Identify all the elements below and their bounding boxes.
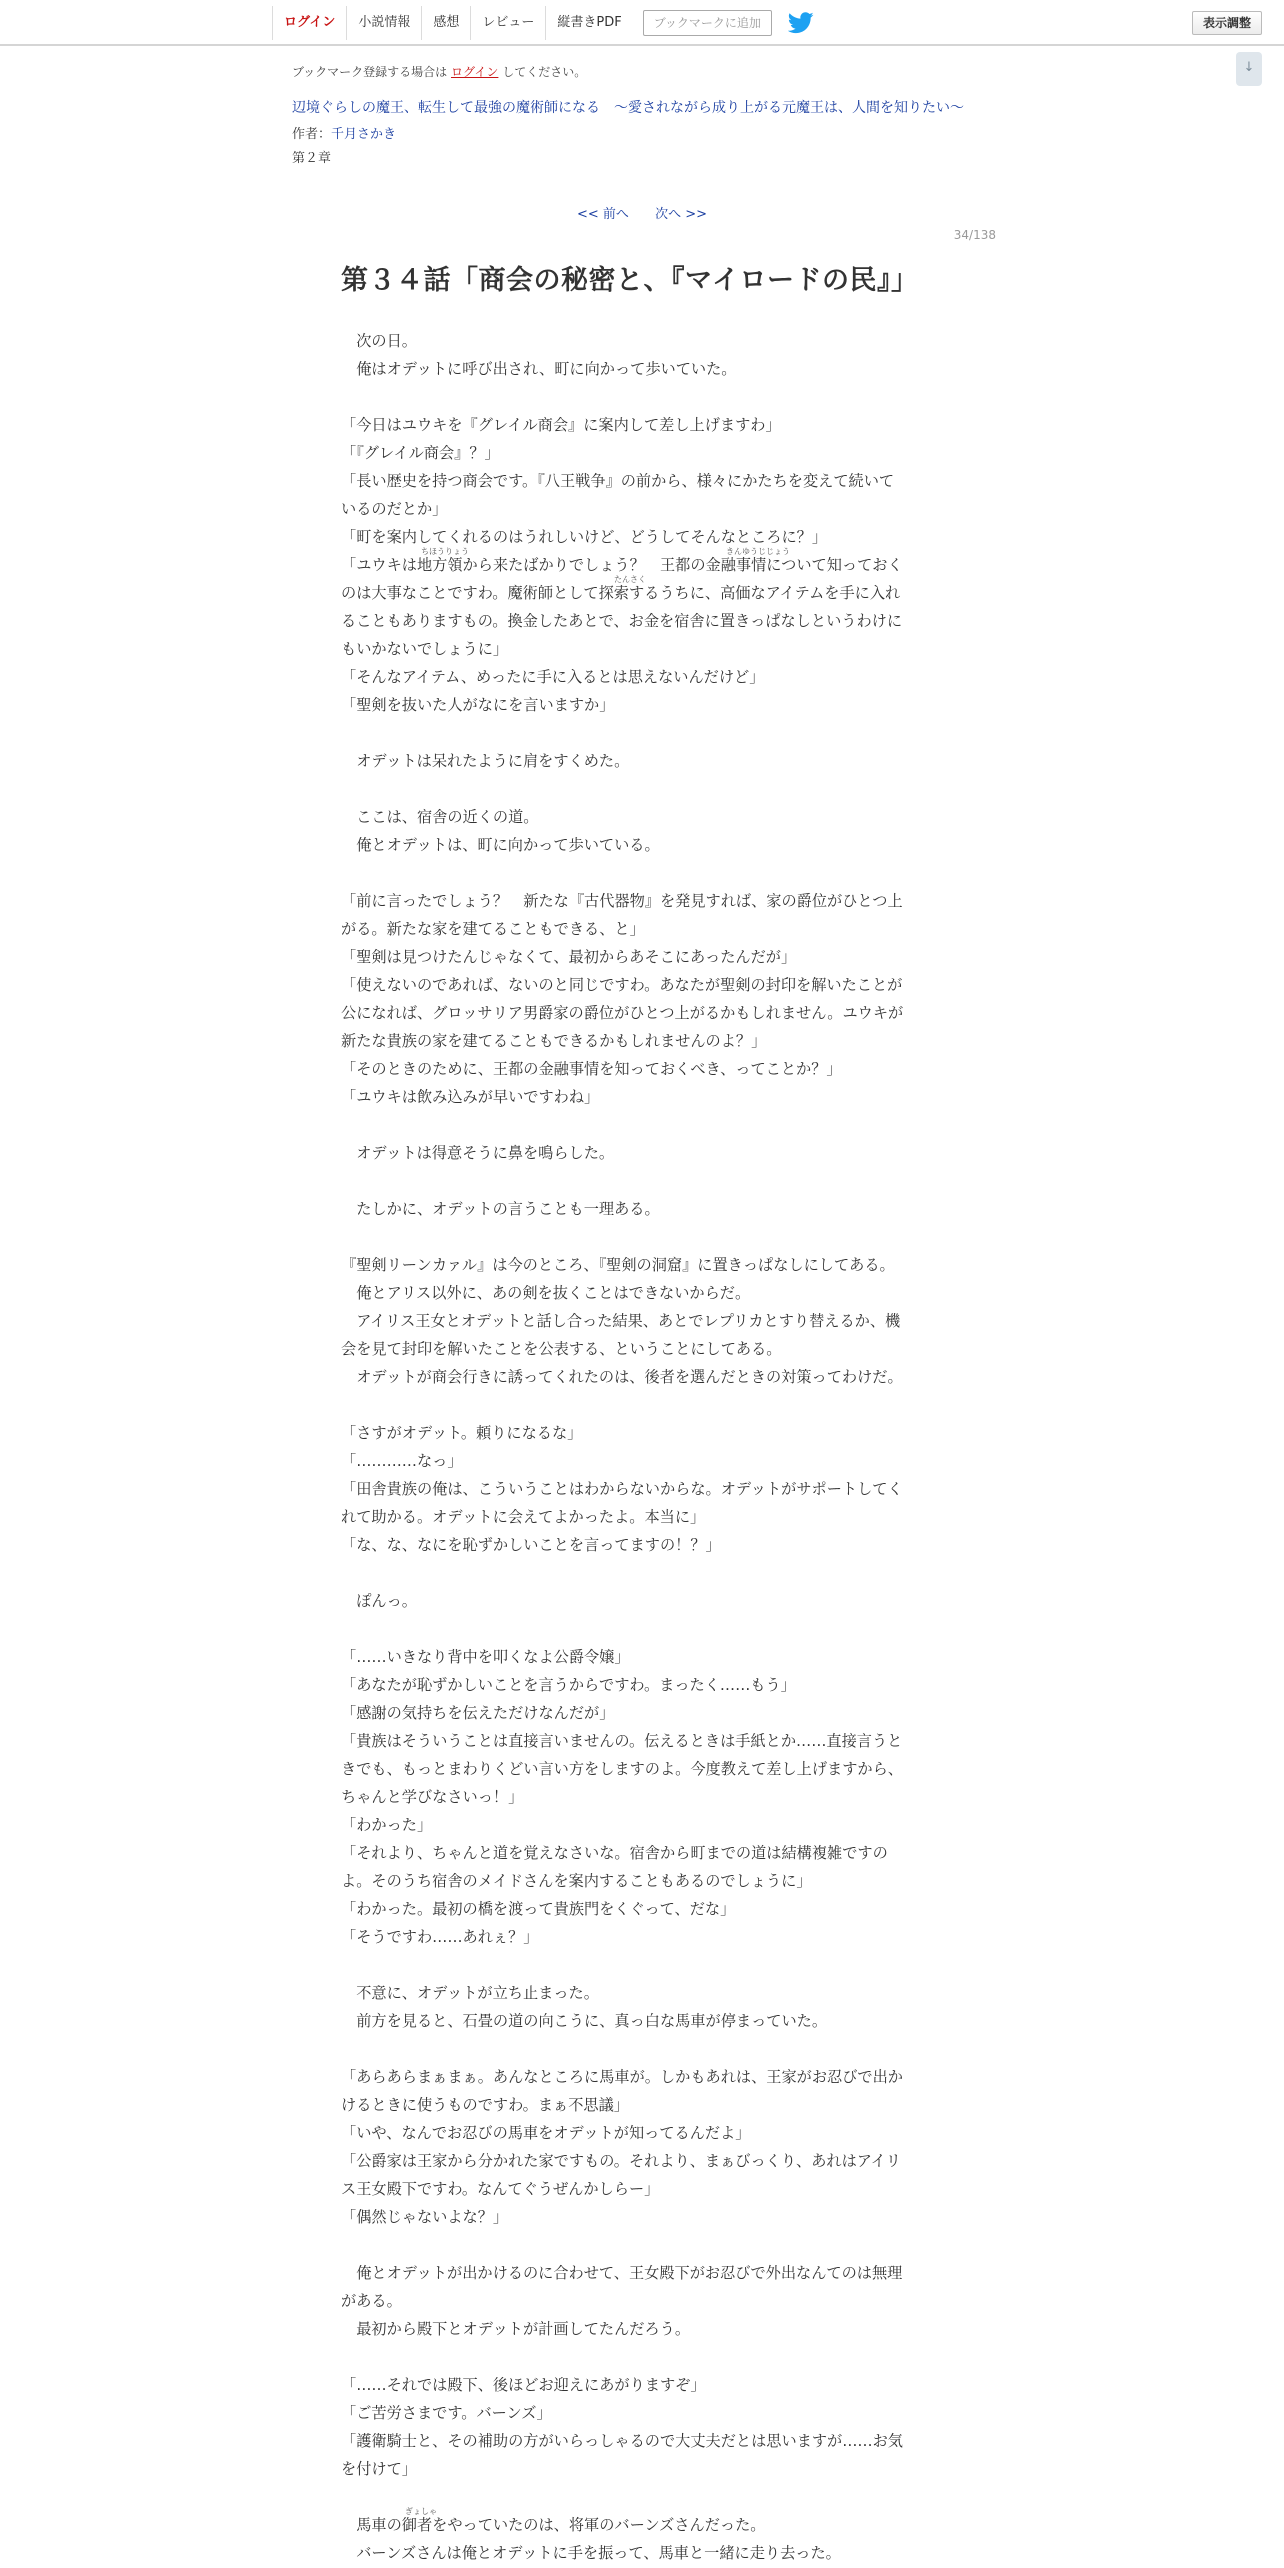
body-line: 次の日。 — [341, 332, 417, 350]
body-line: アイリス王女とオデットと話し合った結果、あとでレプリカとすり替えるか、機 — [341, 1312, 901, 1330]
body-line: 「護衛騎士と、その補助の方がいらっしゃるので大丈夫だとは思いますが……お気 — [341, 2432, 903, 2450]
body-line: ここは、宿舎の近くの道。 — [341, 808, 539, 826]
novel-title-link[interactable]: 辺境ぐらしの魔王、転生して最強の魔術師になる 〜愛されながら成り上がる元魔王は、人間を知りたい〜 — [292, 100, 964, 116]
body-line: 「ユウキは飲み込みが早いですわね」 — [341, 1088, 600, 1106]
body-line: ることもありますもの。換金したあとで、お金を宿舎に置きっぱなしというわけに — [341, 612, 903, 630]
body-line: 「ユウキは地方領から来たばかりでしょう？ 王都の金融事情について知っておく ちほうりょう きんゆうじじょう — [341, 547, 903, 574]
body-line: 「感謝の気持ちを伝えただけなんだが」 — [341, 1704, 615, 1722]
body-line: 俺はオデットに呼び出され、町に向かって歩いていた。 — [341, 360, 737, 378]
body-line: 「わかった」 — [341, 1816, 433, 1834]
body-line: オデットは得意そうに鼻を鳴らした。 — [341, 1144, 615, 1162]
body-line — [341, 2343, 943, 2371]
body-line: 最初から殿下とオデットが計画してたんだろう。 — [341, 2320, 691, 2338]
nav-login[interactable]: ログイン — [272, 6, 346, 40]
body-line: 「……それでは殿下、後ほどお迎えにあがりますぞ」 — [341, 2376, 706, 2394]
body-line — [341, 1223, 943, 1251]
ruby-annotation: ちほうりょう — [421, 547, 469, 556]
body-line: 「聖剣を抜いた人がなにを言いますか」 — [341, 696, 615, 714]
body-line: がる。新たな家を建てることもできる、と」 — [341, 920, 645, 938]
body-line: 俺とアリス以外に、あの剣を抜くことはできないからだ。 — [341, 1284, 751, 1302]
body-line: 新たな貴族の家を建てることもできるかもしれませんのよ？」 — [341, 1032, 767, 1050]
body-line: 「町を案内してくれるのはうれしいけど、どうしてそんなところに？」 — [341, 528, 827, 546]
body-line: 「あなたが恥ずかしいことを言うからですわ。まったく……もう」 — [341, 1676, 796, 1694]
prev-episode-link[interactable]: << 前へ — [577, 207, 629, 222]
body-line: 不意に、オデットが立ち止まった。 — [341, 1984, 599, 2002]
body-line: 会を見て封印を解いたことを公表する、ということにしてある。 — [341, 1340, 782, 1358]
body-line: 「長い歴史を持つ商会です。『八王戦争』の前から、様々にかたちを変えて続いて — [341, 472, 895, 490]
body-line: ぽんっ。 — [341, 1592, 417, 1610]
body-line — [341, 1167, 943, 1195]
body-line — [341, 383, 943, 411]
body-line: 「さすがオデット。頼りになるな」 — [341, 1424, 583, 1442]
main-nav — [272, 0, 814, 46]
body-line: 「あらあらまぁまぁ。あんなところに馬車が。しかもあれは、王家がお忍びで出か — [341, 2068, 903, 2086]
body-line: 「そんなアイテム、めったに手に入るとは思えないんだけど」 — [341, 668, 765, 686]
body-line — [341, 1111, 943, 1139]
notice-prefix: ブックマーク登録する場合は — [292, 65, 448, 79]
login-notice — [292, 63, 586, 80]
body-line: ス王女殿下ですわ。なんてぐうぜんかしらー」 — [341, 2180, 660, 2198]
body-line: オデットが商会行きに誘ってくれたのは、後者を選んだときの対策ってわけだ。 — [341, 1368, 903, 1386]
notice-suffix: してください。 — [502, 65, 587, 79]
twitter-icon[interactable] — [788, 12, 814, 34]
nav-review[interactable]: レビュー — [470, 6, 545, 40]
body-line: もいかないでしょうに」 — [341, 640, 509, 658]
body-line: いるのだとか」 — [341, 500, 448, 518]
body-line — [341, 2231, 943, 2259]
body-line — [341, 1615, 943, 1643]
body-line: がある。 — [341, 2292, 402, 2310]
body-line — [341, 2035, 943, 2063]
scroll-down-tab[interactable]: ↓ — [1236, 52, 1262, 86]
body-line: 「な、な、なにを恥ずかしいことを言ってますの！？」 — [341, 1536, 721, 1554]
body-line: たしかに、オデットの言うことも一理ある。 — [341, 1200, 660, 1218]
body-line: 「いや、なんでお忍びの馬車をオデットが知ってるんだよ」 — [341, 2124, 751, 2142]
body-line: バーンズさんは俺とオデットに手を振って、馬車と一緒に走り去った。 — [341, 2544, 841, 2562]
body-line: 「聖剣は見つけたんじゃなくて、最初からあそこにあったんだが」 — [341, 948, 797, 966]
body-line: 「偶然じゃないよな？」 — [341, 2208, 509, 2226]
body-line: 「貴族はそういうことは直接言いませんの。伝えるときは手紙とか……直接言うと — [341, 1732, 903, 1750]
display-settings-button[interactable]: 表示調整 — [1192, 11, 1262, 35]
body-line: 「…………なっ」 — [341, 1452, 463, 1470]
body-line: 「それより、ちゃんと道を覚えなさいな。宿舎から町までの道は結構複雑ですの — [341, 1844, 888, 1862]
body-line: オデットは呆れたように肩をすくめた。 — [341, 752, 630, 770]
body-line: 「わかった。最初の橋を渡って貴族門をくぐって、だな」 — [341, 1900, 736, 1918]
body-line: 馬車の御者をやっていたのは、将軍のバーンズさんだった。 ぎょしゃ — [341, 2507, 766, 2534]
body-line: 「そうですわ……あれぇ？」 — [341, 1928, 539, 1946]
body-line: よ。そのうち宿舎のメイドさんを案内することもあるのでしょうに」 — [341, 1872, 812, 1890]
body-line: きでも、もっとまわりくどい言い方をしますのよ。今度教えて差し上げますから、 — [341, 1760, 903, 1778]
chapter-title: 第２章 — [292, 151, 332, 166]
body-line: 「前に言ったでしょう？ 新たな『古代器物』を発見すれば、家の爵位がひとつ上 — [341, 892, 903, 910]
body-line — [341, 859, 943, 887]
ruby-annotation: ぎょしゃ — [405, 2507, 437, 2516]
body-line: 「公爵家は王家から分かれた家ですもの。それより、まぁびっくり、あれはアイリ — [341, 2152, 901, 2170]
body-line — [341, 1951, 943, 1979]
top-navigation-bar — [0, 0, 1284, 46]
body-line: けるときに使うものですわ。まぁ不思議」 — [341, 2096, 629, 2114]
author-line — [292, 123, 396, 142]
body-line: 「田舎貴族の俺は、こういうことはわからないからな。オデットがサポートしてく — [341, 1480, 903, 1498]
nav-impressions[interactable]: 感想 — [421, 6, 470, 40]
body-line: 前方を見ると、石畳の道の向こうに、真っ白な馬車が停まっていた。 — [341, 2012, 827, 2030]
body-line — [341, 1391, 943, 1419]
body-line: を付けて」 — [341, 2460, 417, 2478]
notice-login-link[interactable]: ログイン — [451, 65, 499, 79]
body-line: 「今日はユウキを『グレイル商会』に案内して差し上げますわ」 — [341, 416, 781, 434]
body-line: 「使えないのであれば、ないのと同じですわ。あなたが聖剣の封印を解いたことが — [341, 976, 903, 994]
add-bookmark-button[interactable]: ブックマークに追加 — [643, 10, 772, 36]
author-label: 作者： — [292, 127, 332, 142]
ruby-annotation: たんさく — [614, 575, 646, 584]
body-line: 「そのときのために、王都の金融事情を知っておくべき、ってことか？」 — [341, 1060, 842, 1078]
episode-counter: 34/138 — [953, 228, 996, 242]
next-episode-link[interactable]: 次へ >> — [655, 207, 707, 222]
episode-pager — [0, 203, 1284, 222]
nav-novel-info[interactable]: 小説情報 — [346, 6, 421, 40]
body-line — [341, 719, 943, 747]
body-line — [341, 1559, 943, 1587]
body-line: 「『グレイル商会』？」 — [341, 444, 500, 462]
body-line: ちゃんと学びなさいっ！」 — [341, 1788, 524, 1806]
author-name-link[interactable]: 千月さかき — [331, 127, 397, 142]
body-line: 『聖剣リーンカァル』は今のところ、『聖剣の洞窟』に置きっぱなしにしてある。 — [341, 1256, 895, 1274]
body-line: 「ご苦労さまです。バーンズ」 — [341, 2404, 552, 2422]
body-line: れて助かる。オデットに会えてよかったよ。本当に」 — [341, 1508, 706, 1526]
body-line — [341, 775, 943, 803]
body-line: のは大事なことですわ。魔術師として探索するうちに、高価なアイテムを手に入れ たんさく — [341, 575, 901, 602]
episode-title: 第３４話「商会の秘密と、『マイロードの民』」 — [341, 265, 919, 296]
body-line: 俺とオデットは、町に向かって歩いている。 — [341, 836, 660, 854]
nav-vertical-pdf[interactable]: 縦書きPDF — [545, 6, 632, 40]
body-line: 「……いきなり背中を叩くなよ公爵令嬢」 — [341, 1648, 630, 1666]
ruby-annotation: きんゆうじじょう — [726, 547, 790, 556]
body-line: 公になれば、グロッサリア男爵家の爵位がひとつ上がるかもしれません。ユウキが — [341, 1004, 904, 1022]
body-line: 俺とオデットが出かけるのに合わせて、王女殿下がお忍びで外出なんてのは無理 — [341, 2264, 903, 2282]
novel-body-text — [341, 327, 943, 2567]
